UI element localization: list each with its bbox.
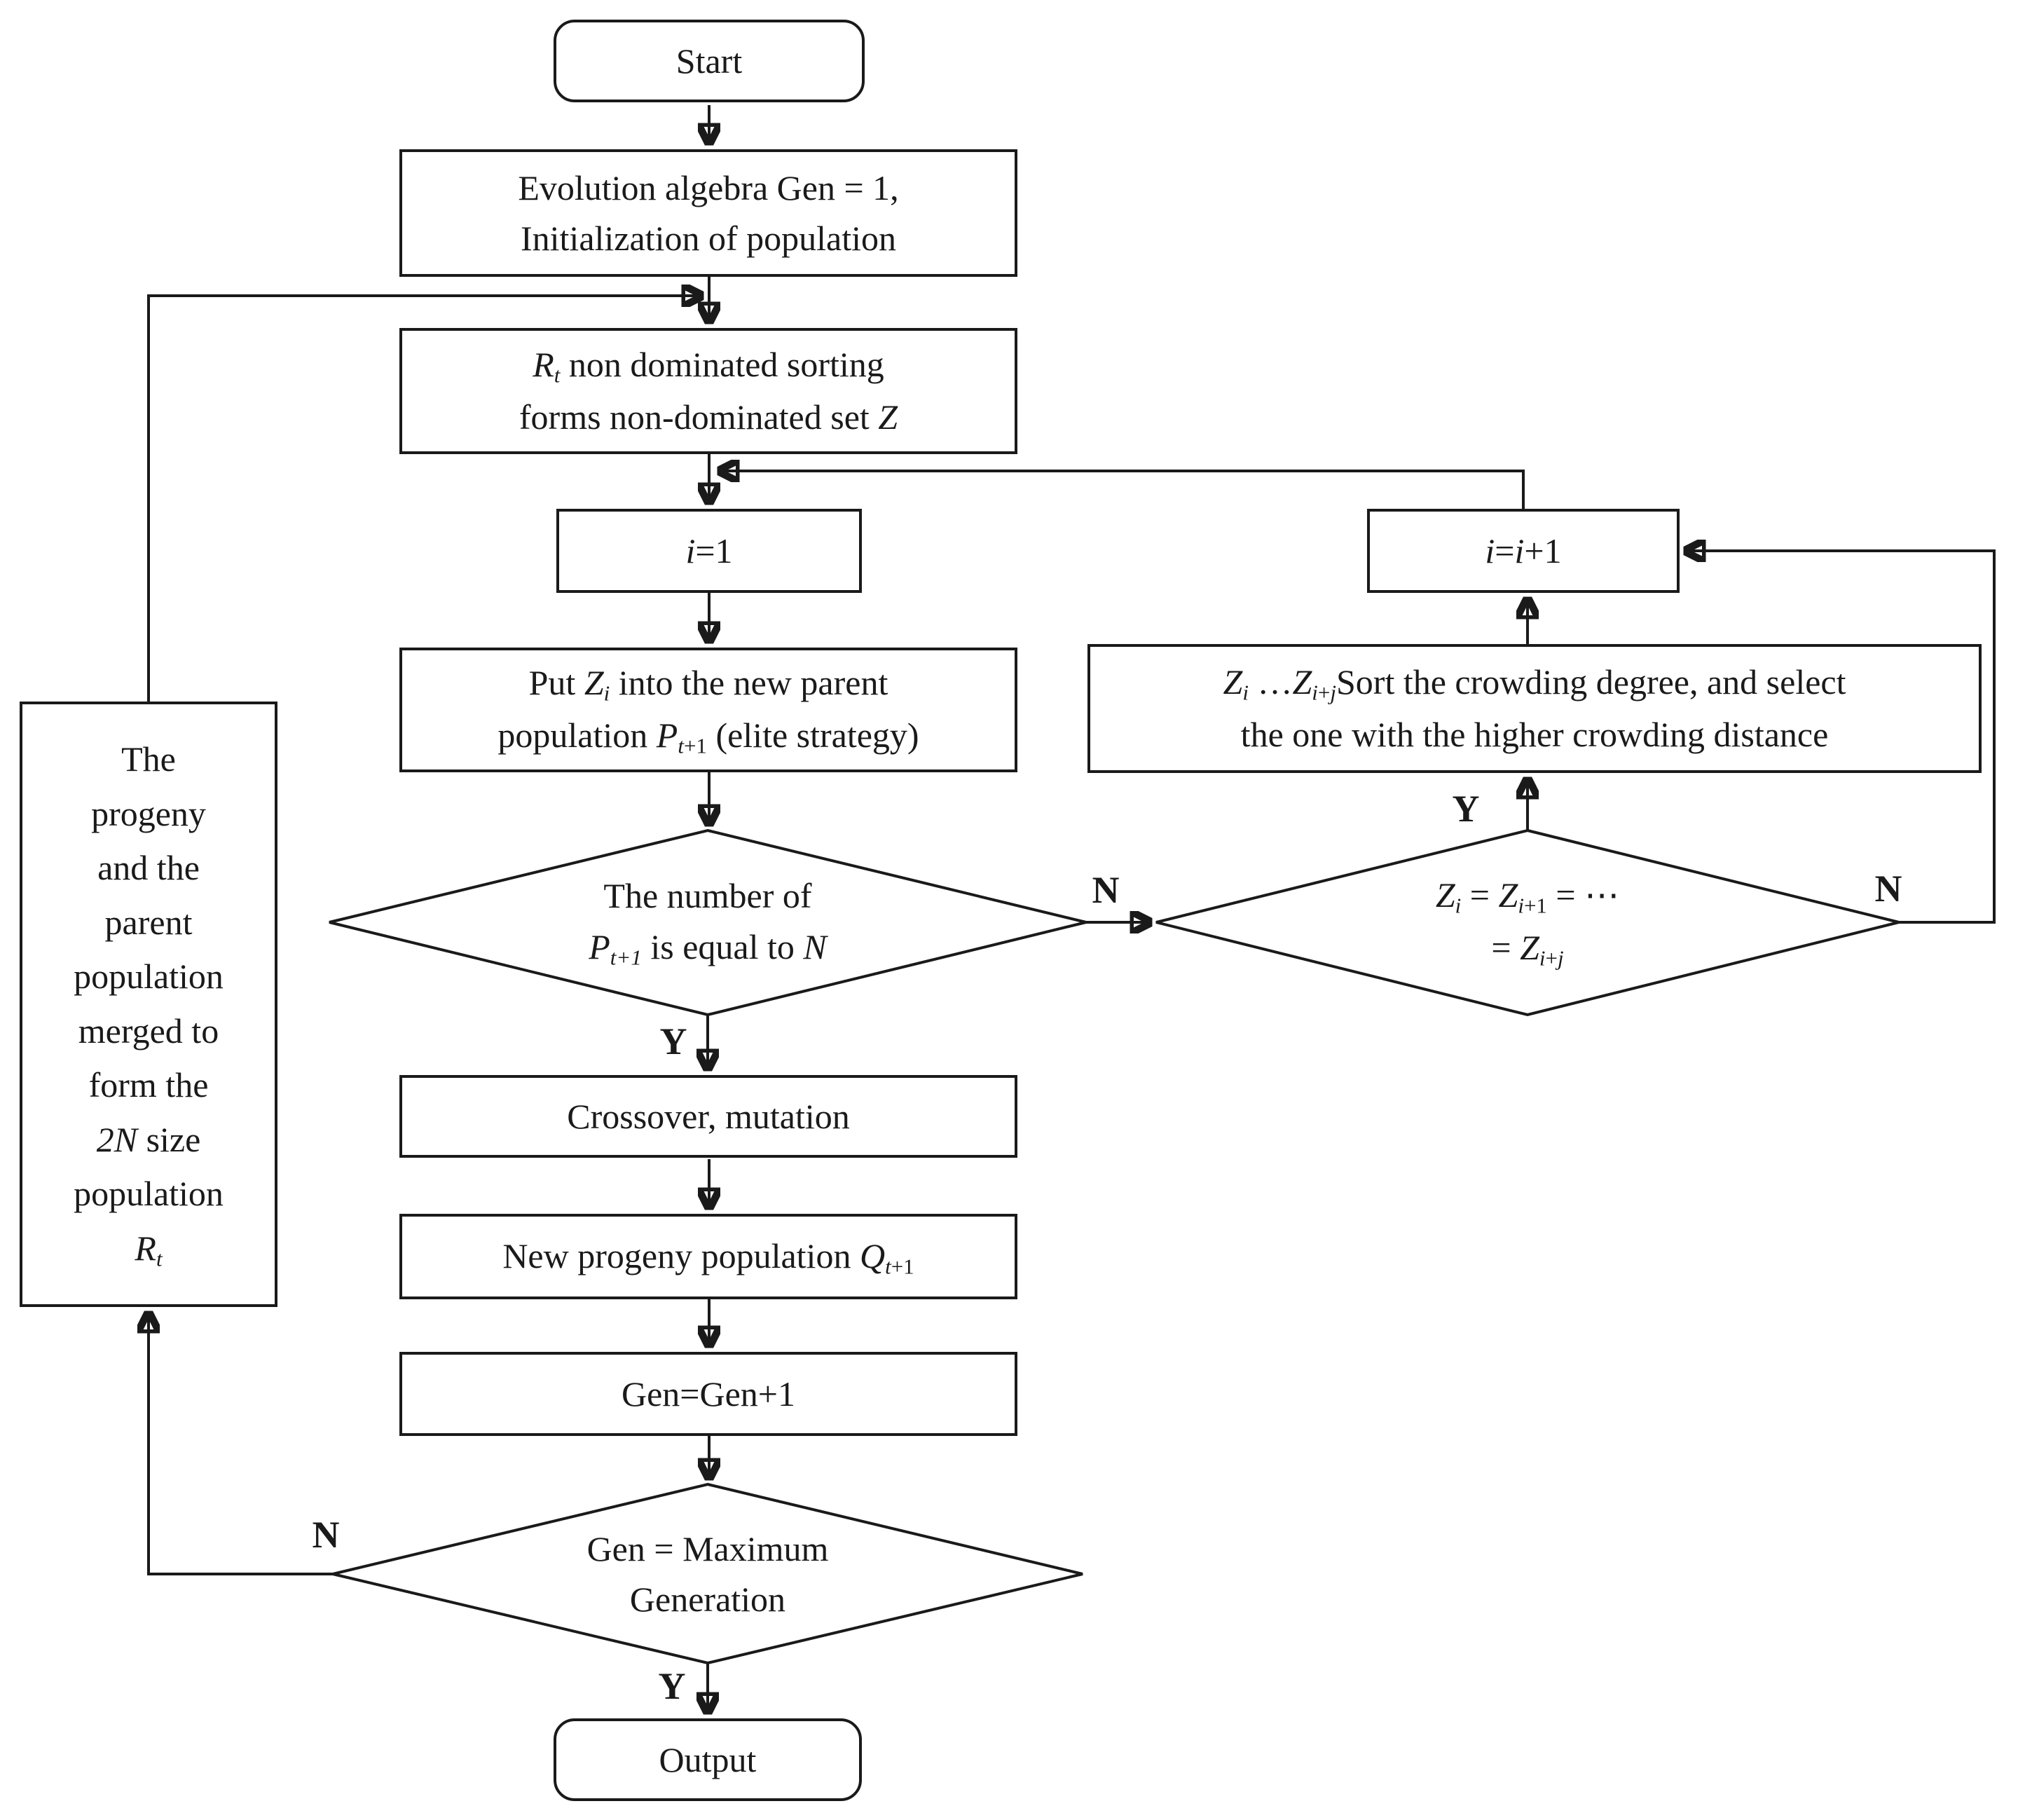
branch-label-equal-no: N [1874, 868, 1902, 910]
node-i-init [556, 509, 862, 593]
branch-label-gen-no: N [312, 1514, 340, 1556]
diamond-generation-check [333, 1484, 1083, 1663]
node-crowding-sort [1087, 644, 1982, 773]
node-evolution-init [399, 149, 1017, 277]
node-output [554, 1718, 862, 1801]
diamond-size-check-text: The number of Pt+1 is equal to N [589, 876, 827, 970]
node-elite-strategy-label: Put Zi into the new parent population Pt+1 (elite strategy) [497, 663, 919, 758]
diamond-generation-check-text: Gen = Maximum Generation [586, 1528, 829, 1619]
node-i-init-label: i=1 [685, 531, 733, 570]
edge-inc-i1-feedback [719, 471, 1523, 509]
node-nondominated-sort [399, 328, 1017, 454]
diamond-equal-check-text: Zi = Zi+1 = ⋯ = Zi+j [1435, 875, 1620, 971]
diamond-size-check [329, 830, 1086, 1015]
node-start [554, 20, 865, 102]
node-new-progeny-population [399, 1214, 1017, 1299]
diamond-equal-check [1156, 830, 1899, 1015]
node-nondominated-sort-label: Rt non dominated sorting forms non-dominated set Z [519, 345, 898, 437]
node-gen-increment-label: Gen=Gen+1 [622, 1374, 795, 1414]
node-start-label: Start [675, 41, 743, 81]
branch-label-equal-yes: Y [1452, 788, 1480, 830]
branch-label-size-yes: Y [659, 1020, 687, 1062]
node-output-label: Output [659, 1739, 757, 1779]
branch-label-size-no: N [1092, 869, 1120, 911]
node-crossover-mutation [399, 1075, 1017, 1158]
node-new-progeny-population-label: New progeny population Qt+1 [502, 1236, 914, 1279]
node-evolution-init-label: Evolution algebra Gen = 1, Initialization of population [518, 167, 899, 258]
node-i-increment [1367, 509, 1680, 593]
node-crowding-sort-label: Zi …Zi+jSort the crowding degree, and select the one with the higher crowding distance [1223, 662, 1846, 755]
node-crossover-mutation-label: Crossover, mutation [567, 1096, 850, 1136]
node-i-increment-label: i=i+1 [1485, 531, 1562, 570]
node-gen-increment [399, 1352, 1017, 1436]
node-merge-population [20, 702, 277, 1307]
branch-label-gen-yes: Y [658, 1665, 686, 1707]
node-elite-strategy [399, 648, 1017, 772]
node-merge-population-label: The progeny and the parent population merged to form the 2N size population Rt [74, 739, 224, 1271]
